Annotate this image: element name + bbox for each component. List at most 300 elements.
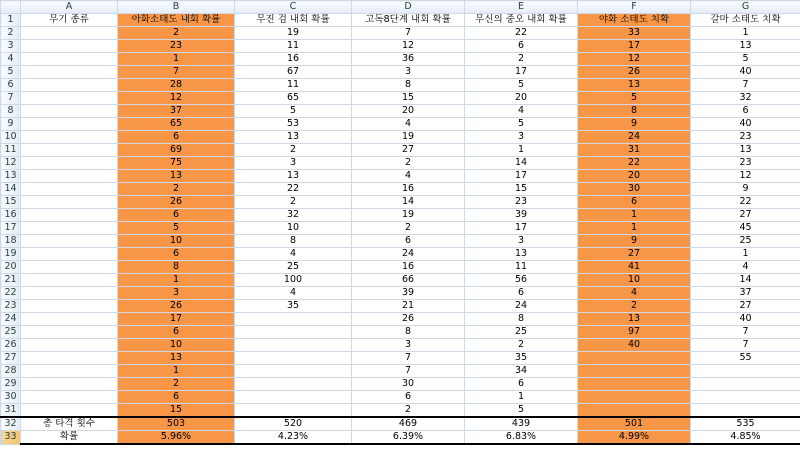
cell-a24[interactable] [21,313,118,326]
cell-b9[interactable]: 65 [118,118,235,131]
cell-d4[interactable]: 36 [352,53,465,66]
row-header[interactable]: 8 [1,105,21,118]
cell-d20[interactable]: 16 [352,261,465,274]
cell-c24[interactable] [235,313,352,326]
cell-e28[interactable]: 34 [465,365,578,378]
table-row [1,365,800,378]
cell-c7[interactable]: 65 [235,92,352,105]
cell-g31[interactable] [691,404,800,418]
cell-f12[interactable]: 22 [578,157,691,170]
table-row [1,248,800,261]
column-header-c[interactable]: C [235,1,352,14]
cell-g12[interactable]: 23 [691,157,800,170]
cell-d33[interactable]: 6.39% [352,431,465,445]
table-row [1,40,800,53]
cell-g23[interactable]: 27 [691,300,800,313]
cell-c29[interactable] [235,378,352,391]
cell-f30[interactable] [578,391,691,404]
cell-g22[interactable]: 37 [691,287,800,300]
select-all-corner[interactable] [1,1,21,14]
cell-c10[interactable]: 13 [235,131,352,144]
cell-f20[interactable]: 41 [578,261,691,274]
cell-a12[interactable] [21,157,118,170]
cell-f32[interactable]: 501 [578,417,691,431]
cell-a29[interactable] [21,378,118,391]
cell-b19[interactable]: 6 [118,248,235,261]
cell-c14[interactable]: 22 [235,183,352,196]
cell-c17[interactable]: 10 [235,222,352,235]
cell-e26[interactable]: 2 [465,339,578,352]
cell-e31[interactable]: 5 [465,404,578,418]
cell-f3[interactable]: 17 [578,40,691,53]
cell-c22[interactable]: 4 [235,287,352,300]
cell-a14[interactable] [21,183,118,196]
cell-c8[interactable]: 5 [235,105,352,118]
cell-c15[interactable]: 2 [235,196,352,209]
cell-d25[interactable]: 8 [352,326,465,339]
cell-d12[interactable]: 2 [352,157,465,170]
cell-e2[interactable]: 22 [465,27,578,40]
cell-b32[interactable]: 503 [118,417,235,431]
cell-b28[interactable]: 1 [118,365,235,378]
cell-e16[interactable]: 39 [465,209,578,222]
table-row [1,378,800,391]
row-header[interactable]: 22 [1,287,21,300]
cell-f23[interactable]: 2 [578,300,691,313]
cell-f5[interactable]: 26 [578,66,691,79]
table-row [1,131,800,144]
row-header[interactable]: 26 [1,339,21,352]
cell-d16[interactable]: 19 [352,209,465,222]
cell-d7[interactable]: 15 [352,92,465,105]
cell-d14[interactable]: 16 [352,183,465,196]
table-row [1,339,800,352]
cell-d11[interactable]: 27 [352,144,465,157]
row-header[interactable]: 5 [1,66,21,79]
cell-b18[interactable]: 10 [118,235,235,248]
row-header[interactable]: 4 [1,53,21,66]
cell-d28[interactable]: 7 [352,365,465,378]
cell-b30[interactable]: 6 [118,391,235,404]
cell-f2[interactable]: 33 [578,27,691,40]
cell-c23[interactable]: 35 [235,300,352,313]
table-row [1,92,800,105]
cell-e8[interactable]: 4 [465,105,578,118]
cell-f10[interactable]: 24 [578,131,691,144]
cell-a22[interactable] [21,287,118,300]
cell-g32[interactable]: 535 [691,417,800,431]
cell-g4[interactable]: 5 [691,53,800,66]
cell-e19[interactable]: 13 [465,248,578,261]
cell-g1[interactable]: 갈마 소태도 치확 [691,14,800,27]
cell-a6[interactable] [21,79,118,92]
table-row [1,196,800,209]
cell-g17[interactable]: 45 [691,222,800,235]
cell-c19[interactable]: 4 [235,248,352,261]
cell-e12[interactable]: 14 [465,157,578,170]
column-header-d[interactable]: D [352,1,465,14]
cell-a32[interactable]: 총 타격 횟수 [21,417,118,431]
row-header[interactable]: 6 [1,79,21,92]
cell-f16[interactable]: 1 [578,209,691,222]
row-header[interactable]: 25 [1,326,21,339]
cell-a3[interactable] [21,40,118,53]
table-row [1,53,800,66]
table-row [1,261,800,274]
column-header-g[interactable]: G [691,1,800,14]
cell-e4[interactable]: 2 [465,53,578,66]
row-header[interactable]: 14 [1,183,21,196]
cell-e21[interactable]: 56 [465,274,578,287]
cell-a17[interactable] [21,222,118,235]
row-header[interactable]: 10 [1,131,21,144]
cell-b8[interactable]: 37 [118,105,235,118]
cell-e1[interactable]: 무신의 중오 내회 확률 [465,14,578,27]
cell-e3[interactable]: 6 [465,40,578,53]
cell-a18[interactable] [21,235,118,248]
table-row [1,79,800,92]
cell-d31[interactable]: 2 [352,404,465,418]
column-header-e[interactable]: E [465,1,578,14]
cell-e23[interactable]: 24 [465,300,578,313]
cell-f15[interactable]: 6 [578,196,691,209]
cell-f26[interactable]: 40 [578,339,691,352]
cell-f13[interactable]: 20 [578,170,691,183]
row-header[interactable]: 32 [1,417,21,431]
cell-b20[interactable]: 8 [118,261,235,274]
cell-b26[interactable]: 10 [118,339,235,352]
cell-c18[interactable]: 8 [235,235,352,248]
cell-f31[interactable] [578,404,691,418]
cell-b17[interactable]: 5 [118,222,235,235]
cell-e24[interactable]: 8 [465,313,578,326]
cell-a2[interactable] [21,27,118,40]
cell-e25[interactable]: 25 [465,326,578,339]
cell-b2[interactable]: 2 [118,27,235,40]
cell-b12[interactable]: 75 [118,157,235,170]
cell-c26[interactable] [235,339,352,352]
cell-a11[interactable] [21,144,118,157]
cell-a19[interactable] [21,248,118,261]
cell-b23[interactable]: 26 [118,300,235,313]
table-row [1,157,800,170]
row-header[interactable]: 2 [1,27,21,40]
table-row [1,105,800,118]
cell-g14[interactable]: 9 [691,183,800,196]
cell-b5[interactable]: 7 [118,66,235,79]
cell-d22[interactable]: 39 [352,287,465,300]
cell-f29[interactable] [578,378,691,391]
cell-c6[interactable]: 11 [235,79,352,92]
cell-f21[interactable]: 10 [578,274,691,287]
cell-a31[interactable] [21,404,118,418]
cell-a7[interactable] [21,92,118,105]
cell-e13[interactable]: 17 [465,170,578,183]
cell-e15[interactable]: 23 [465,196,578,209]
row-header[interactable]: 24 [1,313,21,326]
row-header[interactable]: 31 [1,404,21,418]
cell-d18[interactable]: 6 [352,235,465,248]
cell-b29[interactable]: 2 [118,378,235,391]
cell-b7[interactable]: 12 [118,92,235,105]
table-row [1,326,800,339]
row-header[interactable]: 1 [1,14,21,27]
cell-e6[interactable]: 5 [465,79,578,92]
cell-g6[interactable]: 7 [691,79,800,92]
cell-c25[interactable] [235,326,352,339]
cell-e11[interactable]: 1 [465,144,578,157]
cell-e32[interactable]: 439 [465,417,578,431]
cell-c4[interactable]: 16 [235,53,352,66]
cell-f9[interactable]: 9 [578,118,691,131]
cell-c33[interactable]: 4.23% [235,431,352,445]
cell-g33[interactable]: 4.85% [691,431,800,445]
cell-f25[interactable]: 97 [578,326,691,339]
cell-c9[interactable]: 53 [235,118,352,131]
cell-b10[interactable]: 6 [118,131,235,144]
cell-b22[interactable]: 3 [118,287,235,300]
cell-g24[interactable]: 40 [691,313,800,326]
cell-g15[interactable]: 22 [691,196,800,209]
cell-a33[interactable]: 확률 [21,431,118,445]
cell-a16[interactable] [21,209,118,222]
cell-g3[interactable]: 13 [691,40,800,53]
cell-c31[interactable] [235,404,352,418]
cell-g18[interactable]: 25 [691,235,800,248]
cell-a4[interactable] [21,53,118,66]
table-row [1,118,800,131]
cell-f1[interactable]: 야화 소태도 치확 [578,14,691,27]
cell-d29[interactable]: 30 [352,378,465,391]
cell-c21[interactable]: 100 [235,274,352,287]
cell-g2[interactable]: 1 [691,27,800,40]
cell-d1[interactable]: 고독8단계 내회 확률 [352,14,465,27]
cell-a13[interactable] [21,170,118,183]
cell-d13[interactable]: 4 [352,170,465,183]
cell-b25[interactable]: 6 [118,326,235,339]
table-row [1,209,800,222]
cell-e14[interactable]: 15 [465,183,578,196]
cell-e10[interactable]: 3 [465,131,578,144]
cell-g11[interactable]: 13 [691,144,800,157]
row-header[interactable]: 15 [1,196,21,209]
sheet-body [1,14,800,445]
row-header[interactable]: 17 [1,222,21,235]
cell-g27[interactable]: 55 [691,352,800,365]
cell-g29[interactable] [691,378,800,391]
cell-b24[interactable]: 17 [118,313,235,326]
row-header[interactable]: 19 [1,248,21,261]
cell-b14[interactable]: 2 [118,183,235,196]
cell-f14[interactable]: 30 [578,183,691,196]
cell-b15[interactable]: 26 [118,196,235,209]
cell-a27[interactable] [21,352,118,365]
cell-b13[interactable]: 13 [118,170,235,183]
cell-g30[interactable] [691,391,800,404]
cell-a5[interactable] [21,66,118,79]
cell-d10[interactable]: 19 [352,131,465,144]
cell-b16[interactable]: 6 [118,209,235,222]
cell-f28[interactable] [578,365,691,378]
cell-c30[interactable] [235,391,352,404]
table-row [1,404,800,418]
cell-f22[interactable]: 4 [578,287,691,300]
header-row [1,14,800,27]
cell-c27[interactable] [235,352,352,365]
cell-d6[interactable]: 8 [352,79,465,92]
cell-g7[interactable]: 32 [691,92,800,105]
cell-b4[interactable]: 1 [118,53,235,66]
cell-g5[interactable]: 40 [691,66,800,79]
cell-b27[interactable]: 13 [118,352,235,365]
cell-g10[interactable]: 23 [691,131,800,144]
cell-d3[interactable]: 12 [352,40,465,53]
cell-b1[interactable]: 아화소태도 내회 확률 [118,14,235,27]
cell-f24[interactable]: 13 [578,313,691,326]
row-header[interactable]: 29 [1,378,21,391]
probability-row [1,431,800,445]
cell-g19[interactable]: 1 [691,248,800,261]
cell-b21[interactable]: 1 [118,274,235,287]
cell-d32[interactable]: 469 [352,417,465,431]
cell-d30[interactable]: 6 [352,391,465,404]
table-row [1,183,800,196]
total-hits-row [1,417,800,431]
cell-c5[interactable]: 67 [235,66,352,79]
row-header[interactable]: 13 [1,170,21,183]
cell-d15[interactable]: 14 [352,196,465,209]
cell-g16[interactable]: 27 [691,209,800,222]
cell-f18[interactable]: 9 [578,235,691,248]
cell-a25[interactable] [21,326,118,339]
cell-d26[interactable]: 3 [352,339,465,352]
table-row [1,222,800,235]
cell-d17[interactable]: 2 [352,222,465,235]
cell-d2[interactable]: 7 [352,27,465,40]
cell-g26[interactable]: 7 [691,339,800,352]
cell-e9[interactable]: 5 [465,118,578,131]
column-header-b[interactable]: B [118,1,235,14]
cell-b11[interactable]: 69 [118,144,235,157]
cell-f27[interactable] [578,352,691,365]
column-header-a[interactable]: A [21,1,118,14]
cell-e5[interactable]: 17 [465,66,578,79]
cell-c20[interactable]: 25 [235,261,352,274]
row-header[interactable]: 23 [1,300,21,313]
table-row [1,313,800,326]
cell-e27[interactable]: 35 [465,352,578,365]
cell-c3[interactable]: 11 [235,40,352,53]
cell-g9[interactable]: 40 [691,118,800,131]
row-header[interactable]: 3 [1,40,21,53]
table-row [1,235,800,248]
cell-g13[interactable]: 12 [691,170,800,183]
cell-d19[interactable]: 24 [352,248,465,261]
cell-e30[interactable]: 1 [465,391,578,404]
cell-g20[interactable]: 4 [691,261,800,274]
cell-a23[interactable] [21,300,118,313]
row-header[interactable]: 33 [1,431,21,445]
row-header[interactable]: 16 [1,209,21,222]
cell-f8[interactable]: 8 [578,105,691,118]
cell-f4[interactable]: 12 [578,53,691,66]
row-header[interactable]: 9 [1,118,21,131]
cell-g25[interactable]: 7 [691,326,800,339]
row-header[interactable]: 11 [1,144,21,157]
cell-d5[interactable]: 3 [352,66,465,79]
cell-d8[interactable]: 20 [352,105,465,118]
row-header[interactable]: 20 [1,261,21,274]
cell-e18[interactable]: 3 [465,235,578,248]
cell-g21[interactable]: 14 [691,274,800,287]
cell-b6[interactable]: 28 [118,79,235,92]
cell-f17[interactable]: 1 [578,222,691,235]
cell-g8[interactable]: 6 [691,105,800,118]
cell-b33[interactable]: 5.96% [118,431,235,445]
cell-a26[interactable] [21,339,118,352]
cell-e29[interactable]: 6 [465,378,578,391]
row-header[interactable]: 12 [1,157,21,170]
table-row [1,300,800,313]
cell-a21[interactable] [21,274,118,287]
cell-d24[interactable]: 26 [352,313,465,326]
cell-a28[interactable] [21,365,118,378]
row-header[interactable]: 28 [1,365,21,378]
column-header-row [1,1,800,14]
cell-f6[interactable]: 13 [578,79,691,92]
cell-a1[interactable]: 무기 종류 [21,14,118,27]
cell-d23[interactable]: 21 [352,300,465,313]
cell-d27[interactable]: 7 [352,352,465,365]
cell-a15[interactable] [21,196,118,209]
row-header[interactable]: 30 [1,391,21,404]
cell-a10[interactable] [21,131,118,144]
cell-a8[interactable] [21,105,118,118]
cell-a30[interactable] [21,391,118,404]
cell-d21[interactable]: 66 [352,274,465,287]
row-header[interactable]: 27 [1,352,21,365]
cell-c12[interactable]: 3 [235,157,352,170]
column-header-f[interactable]: F [578,1,691,14]
cell-f19[interactable]: 27 [578,248,691,261]
cell-f33[interactable]: 4.99% [578,431,691,445]
cell-e22[interactable]: 6 [465,287,578,300]
cell-b31[interactable]: 15 [118,404,235,418]
cell-f7[interactable]: 5 [578,92,691,105]
cell-c13[interactable]: 13 [235,170,352,183]
cell-a20[interactable] [21,261,118,274]
row-header[interactable]: 18 [1,235,21,248]
cell-c32[interactable]: 520 [235,417,352,431]
cell-g28[interactable] [691,365,800,378]
cell-c16[interactable]: 32 [235,209,352,222]
cell-e17[interactable]: 17 [465,222,578,235]
cell-f11[interactable]: 31 [578,144,691,157]
cell-c28[interactable] [235,365,352,378]
cell-b3[interactable]: 23 [118,40,235,53]
cell-a9[interactable] [21,118,118,131]
cell-d9[interactable]: 4 [352,118,465,131]
row-header[interactable]: 7 [1,92,21,105]
table-row [1,352,800,365]
cell-c11[interactable]: 2 [235,144,352,157]
cell-c2[interactable]: 19 [235,27,352,40]
cell-e7[interactable]: 20 [465,92,578,105]
cell-e20[interactable]: 11 [465,261,578,274]
cell-e33[interactable]: 6.83% [465,431,578,445]
cell-c1[interactable]: 무진 검 내회 확률 [235,14,352,27]
row-header[interactable]: 21 [1,274,21,287]
